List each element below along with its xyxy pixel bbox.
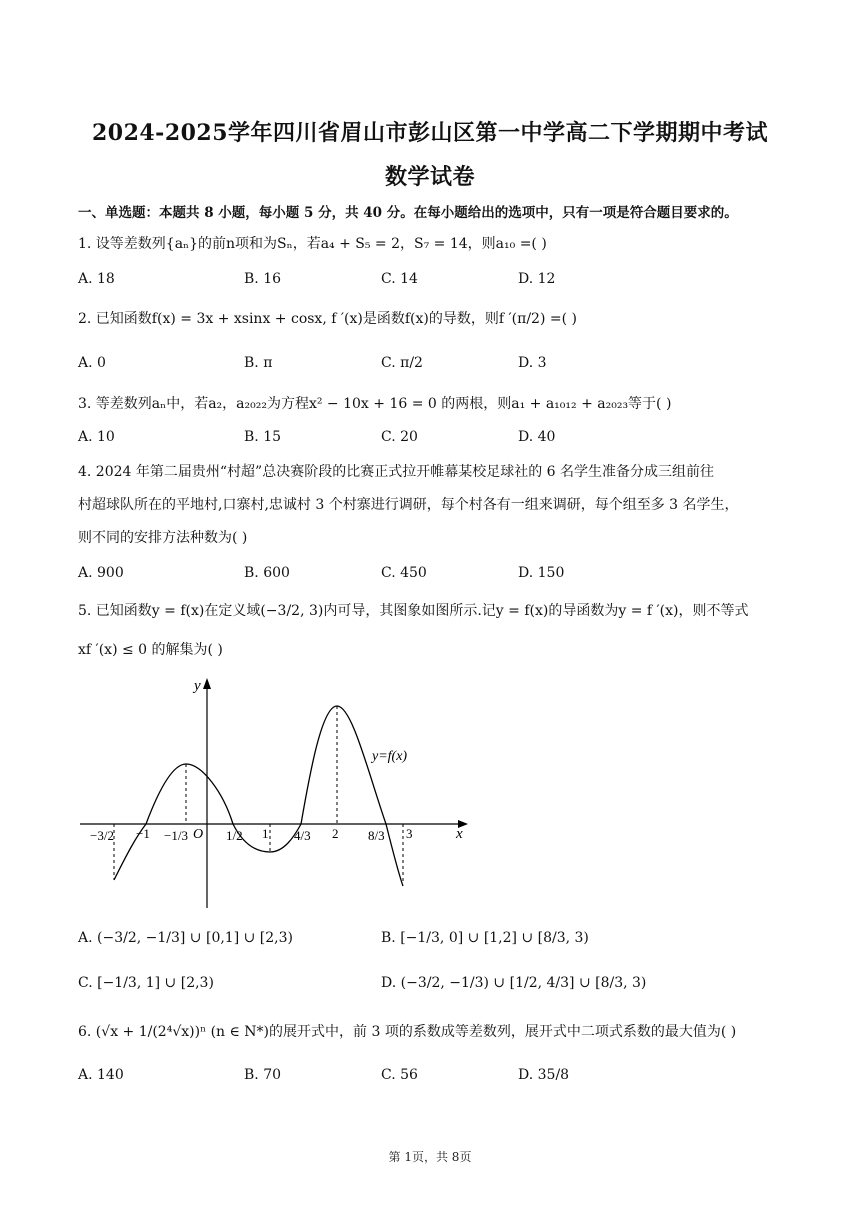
question-1-option-b: B. 16	[244, 271, 282, 287]
question-2-stem: 2. 已知函数f(x) = 3x + xsinx + cosx, f ′(x)是函数f(x)的导数，则f ′(π/2) =( )	[78, 311, 577, 327]
exam-subtitle: 数学试卷	[384, 164, 475, 190]
question-3-option-d: D. 40	[518, 429, 556, 445]
question-3-option-b: B. 15	[244, 429, 282, 445]
question-6-option-a: A. 140	[78, 1067, 124, 1083]
question-3-option-c: C. 20	[381, 429, 418, 445]
curve-label: y=f(x)	[372, 749, 408, 764]
tick-label-1: 1	[262, 826, 269, 841]
tick-label-neg-3-2: −3/2	[90, 828, 114, 843]
question-2-option-a: A. 0	[78, 355, 106, 371]
function-graph-figure	[78, 672, 478, 912]
question-2-option-c: C. π/2	[381, 355, 423, 371]
exam-title: 2024-2025学年四川省眉山市彭山区第一中学高二下学期期中考试	[91, 120, 769, 146]
question-2-option-b: B. π	[244, 355, 273, 371]
question-1-option-c: C. 14	[381, 271, 418, 287]
tick-label-1-2: 1/2	[226, 828, 243, 843]
tick-label-3: 3	[406, 826, 413, 841]
question-3-option-a: A. 10	[78, 429, 115, 445]
question-1-option-d: D. 12	[518, 271, 556, 287]
origin-label: O	[193, 827, 204, 842]
question-4-option-c: C. 450	[381, 565, 427, 581]
question-3-stem: 3. 等差数列aₙ中，若a₂，a₂₀₂₂为方程x² − 10x + 16 = 0 的两根，则a₁ + a₁₀₁₂ + a₂₀₂₃等于( )	[78, 396, 672, 412]
question-5-option-b: B. [−1/3, 0] ∪ [1,2] ∪ [8/3, 3)	[381, 930, 589, 946]
tick-label-neg-1-3: −1/3	[164, 828, 188, 843]
question-6-option-d: D. 35/8	[518, 1067, 570, 1083]
question-4-stem-line-1: 4. 2024 年第二届贵州“村超”总决赛阶段的比赛正式拉开帷幕某校足球社的 6 名学生准备分成三组前往	[78, 464, 715, 480]
question-5-option-a: A. (−3/2, −1/3] ∪ [0,1] ∪ [2,3)	[78, 930, 293, 946]
question-1-option-a: A. 18	[78, 271, 115, 287]
page-footer: 第 1页，共 8页	[388, 1150, 472, 1164]
question-5-stem-line-2: xf ′(x) ≤ 0 的解集为( )	[78, 642, 223, 658]
question-1-stem: 1. 设等差数列{aₙ}的前n项和为Sₙ，若a₄ + S₅ = 2，S₇ = 14，则a₁₀ =( )	[78, 236, 547, 252]
question-4-option-a: A. 900	[78, 565, 124, 581]
function-curve	[114, 706, 403, 886]
question-5-stem-line-1: 5. 已知函数y = f(x)在定义域(−3/2, 3)内可导，其图象如图所示.记y = f(x)的导函数为y = f ′(x)，则不等式	[78, 603, 749, 619]
question-6-stem: 6. (√x + 1/(2⁴√x))ⁿ (n ∈ N*)的展开式中，前 3 项的系数成等差数列，展开式中二项式系数的最大值为( )	[78, 1024, 737, 1040]
y-axis-arrow	[203, 678, 211, 689]
question-6-option-c: C. 56	[381, 1067, 418, 1083]
question-4-option-d: D. 150	[518, 565, 565, 581]
question-2-option-d: D. 3	[518, 355, 547, 371]
question-6-option-b: B. 70	[244, 1067, 282, 1083]
x-axis-label: x	[456, 826, 463, 842]
y-axis-label: y	[194, 678, 201, 694]
question-5-option-c: C. [−1/3, 1] ∪ [2,3)	[78, 975, 214, 991]
section-heading: 一、单选题：本题共 8 小题，每小题 5 分，共 40 分。在每小题给出的选项中，只有一项是符合题目要求的。	[78, 205, 738, 221]
question-4-stem-line-3: 则不同的安排方法种数为( )	[78, 530, 248, 546]
tick-label-neg-1: −1	[136, 826, 150, 841]
question-4-option-b: B. 600	[244, 565, 290, 581]
tick-label-4-3: 4/3	[294, 828, 311, 843]
tick-label-8-3: 8/3	[368, 828, 385, 843]
question-5-option-d: D. (−3/2, −1/3) ∪ [1/2, 4/3] ∪ [8/3, 3)	[381, 975, 647, 991]
question-4-stem-line-2: 村超球队所在的平地村,口寨村,忠诚村 3 个村寨进行调研，每个村各有一组来调研，每个组至多 3 名学生，	[78, 497, 739, 513]
tick-label-2: 2	[332, 826, 339, 841]
